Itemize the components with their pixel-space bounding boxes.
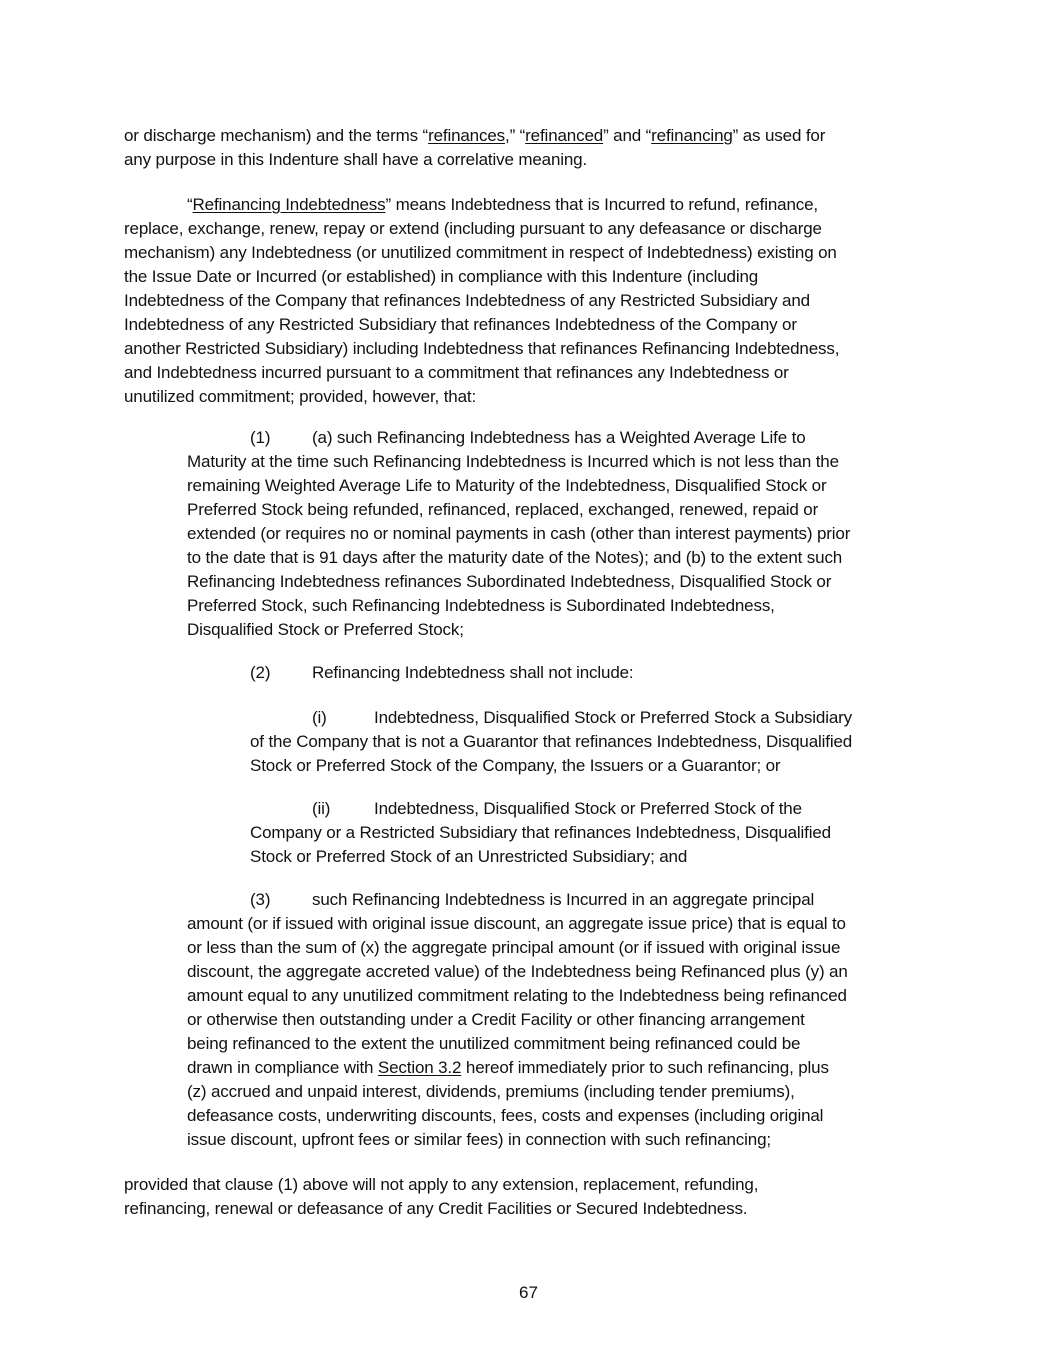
clause-label: (3) bbox=[250, 890, 271, 909]
text-segment: of the Company that is not a Guarantor that refinances Indebtedness, Disqualified bbox=[250, 732, 853, 751]
text-line bbox=[124, 385, 839, 409]
para-proviso bbox=[124, 1173, 758, 1221]
text-segment: Refinancing Indebtedness refinances Subordinated Indebtedness, Disqualified Stock or bbox=[187, 572, 832, 591]
para-refinancing-indebtedness-definition bbox=[124, 193, 839, 409]
text-line bbox=[124, 241, 839, 265]
text-segment: any purpose in this Indenture shall have a correlative meaning. bbox=[124, 150, 588, 169]
text-line bbox=[187, 960, 848, 984]
text-line bbox=[124, 289, 839, 313]
text-segment: Maturity at the time such Refinancing Indebtedness is Incurred which is not less than the bbox=[187, 452, 839, 471]
text-line bbox=[187, 936, 848, 960]
section-link[interactable]: Section 3.2 bbox=[377, 1058, 462, 1077]
page-number: 67 bbox=[519, 1283, 538, 1302]
text-line bbox=[124, 265, 839, 289]
text-segment: or otherwise then outstanding under a Credit Facility or other financing arrangement bbox=[187, 1010, 805, 1029]
clause-label: (ii) bbox=[312, 799, 331, 818]
text-line bbox=[187, 594, 850, 618]
defined-term: Refinancing Indebtedness bbox=[192, 195, 386, 214]
text-segment: amount equal to any unutilized commitment relating to the Indebtedness being refinanced bbox=[187, 986, 847, 1005]
clause-label: (2) bbox=[250, 663, 271, 682]
text-line bbox=[250, 754, 852, 778]
text-line bbox=[187, 912, 848, 936]
text-segment: to the date that is 91 days after the maturity date of the Notes); and (b) to the extent such bbox=[187, 548, 843, 567]
text-segment: ” as used for bbox=[732, 126, 826, 145]
text-segment: Preferred Stock being refunded, refinanced, replaced, exchanged, renewed, repaid or bbox=[187, 500, 819, 519]
text-segment: or discharge mechanism) and the terms “ bbox=[124, 126, 429, 145]
text-segment: “ bbox=[187, 195, 193, 214]
text-line bbox=[124, 148, 825, 172]
text-segment: mechanism) any Indebtedness (or unutilized commitment in respect of Indebtedness) existing on bbox=[124, 243, 837, 262]
text-line bbox=[187, 498, 850, 522]
text-segment: Indebtedness of the Company that refinances Indebtedness of any Restricted Subsidiary and bbox=[124, 291, 810, 310]
text-segment: ” and “ bbox=[603, 126, 652, 145]
text-segment: refinancing, renewal or defeasance of any Credit Facilities or Secured Indebtedness. bbox=[124, 1199, 748, 1218]
defined-term: refinances bbox=[428, 126, 505, 145]
text-segment: another Restricted Subsidiary) including Indebtedness that refinances Refinancing Indebtedness, bbox=[124, 339, 840, 358]
text-segment: Refinancing Indebtedness shall not include: bbox=[312, 663, 634, 682]
text-segment: replace, exchange, renew, repay or extend (including pursuant to any defeasance or discharge bbox=[124, 219, 822, 238]
text-segment: (z) accrued and unpaid interest, dividends, premiums (including tender premiums), bbox=[187, 1082, 795, 1101]
text-line bbox=[187, 1056, 848, 1080]
clause-2-i bbox=[250, 706, 852, 778]
text-line bbox=[250, 821, 831, 845]
text-line bbox=[124, 193, 839, 217]
text-segment: ” means Indebtedness that is Incurred to refund, refinance, bbox=[385, 195, 818, 214]
text-segment: Disqualified Stock or Preferred Stock; bbox=[187, 620, 464, 639]
text-line bbox=[250, 797, 831, 821]
text-line bbox=[187, 661, 634, 685]
text-line bbox=[250, 730, 852, 754]
text-segment: hereof immediately prior to such refinancing, plus bbox=[461, 1058, 829, 1077]
text-segment: Indebtedness, Disqualified Stock or Preferred Stock a Subsidiary bbox=[374, 708, 852, 727]
text-line bbox=[124, 313, 839, 337]
text-segment: unutilized commitment; provided, however, that: bbox=[124, 387, 477, 406]
text-line bbox=[187, 546, 850, 570]
text-segment: Preferred Stock, such Refinancing Indebtedness is Subordinated Indebtedness, bbox=[187, 596, 775, 615]
text-line bbox=[250, 706, 852, 730]
clause-1 bbox=[187, 426, 850, 642]
text-line bbox=[187, 618, 850, 642]
text-line bbox=[124, 217, 839, 241]
text-segment: and Indebtedness incurred pursuant to a commitment that refinances any Indebtedness or bbox=[124, 363, 789, 382]
text-line bbox=[187, 1032, 848, 1056]
text-segment: (a) such Refinancing Indebtedness has a Weighted Average Life to bbox=[312, 428, 806, 447]
text-line bbox=[187, 450, 850, 474]
text-line bbox=[250, 845, 831, 869]
text-line bbox=[187, 570, 850, 594]
text-line bbox=[124, 361, 839, 385]
text-line bbox=[187, 1008, 848, 1032]
para-refinances-meaning bbox=[124, 124, 825, 172]
text-line bbox=[124, 337, 839, 361]
text-segment: drawn in compliance with bbox=[187, 1058, 378, 1077]
defined-term: refinancing bbox=[651, 126, 733, 145]
text-line bbox=[187, 888, 848, 912]
text-line bbox=[124, 1173, 758, 1197]
clause-label: (i) bbox=[312, 708, 327, 727]
text-segment: the Issue Date or Incurred (or established) in compliance with this Indenture (including bbox=[124, 267, 759, 286]
text-segment: defeasance costs, underwriting discounts, fees, costs and expenses (including original bbox=[187, 1106, 824, 1125]
text-segment: discount, the aggregate accreted value) of the Indebtedness being Refinanced plus (y) an bbox=[187, 962, 848, 981]
text-line bbox=[187, 1128, 848, 1152]
text-line bbox=[124, 1197, 758, 1221]
text-segment: remaining Weighted Average Life to Maturity of the Indebtedness, Disqualified Stock or bbox=[187, 476, 827, 495]
text-segment: provided that clause (1) above will not apply to any extension, replacement, refunding, bbox=[124, 1175, 759, 1194]
text-line bbox=[187, 426, 850, 450]
text-line bbox=[187, 1080, 848, 1104]
text-segment: Stock or Preferred Stock of an Unrestricted Subsidiary; and bbox=[250, 847, 688, 866]
text-line bbox=[187, 1104, 848, 1128]
text-segment: being refinanced to the extent the unutilized commitment being refinanced could be bbox=[187, 1034, 801, 1053]
clause-3 bbox=[187, 888, 848, 1152]
text-segment: ,” “ bbox=[505, 126, 526, 145]
clause-2 bbox=[187, 661, 634, 685]
text-segment: Stock or Preferred Stock of the Company, the Issuers or a Guarantor; or bbox=[250, 756, 781, 775]
text-segment: Indebtedness of any Restricted Subsidiary that refinances Indebtedness of the Company or bbox=[124, 315, 797, 334]
text-line bbox=[187, 522, 850, 546]
text-segment: or less than the sum of (x) the aggregate principal amount (or if issued with original issue bbox=[187, 938, 841, 957]
text-line bbox=[187, 984, 848, 1008]
text-segment: issue discount, upfront fees or similar fees) in connection with such refinancing; bbox=[187, 1130, 771, 1149]
text-segment: amount (or if issued with original issue discount, an aggregate issue price) that is equal to bbox=[187, 914, 846, 933]
clause-label: (1) bbox=[250, 428, 271, 447]
text-segment: Company or a Restricted Subsidiary that refinances Indebtedness, Disqualified bbox=[250, 823, 831, 842]
text-segment: Indebtedness, Disqualified Stock or Preferred Stock of the bbox=[374, 799, 802, 818]
clause-2-ii bbox=[250, 797, 831, 869]
text-line bbox=[187, 474, 850, 498]
text-segment: such Refinancing Indebtedness is Incurred in an aggregate principal bbox=[312, 890, 815, 909]
text-segment: extended (or requires no or nominal payments in cash (other than interest payments) prior bbox=[187, 524, 851, 543]
defined-term: refinanced bbox=[525, 126, 604, 145]
text-line bbox=[124, 124, 825, 148]
